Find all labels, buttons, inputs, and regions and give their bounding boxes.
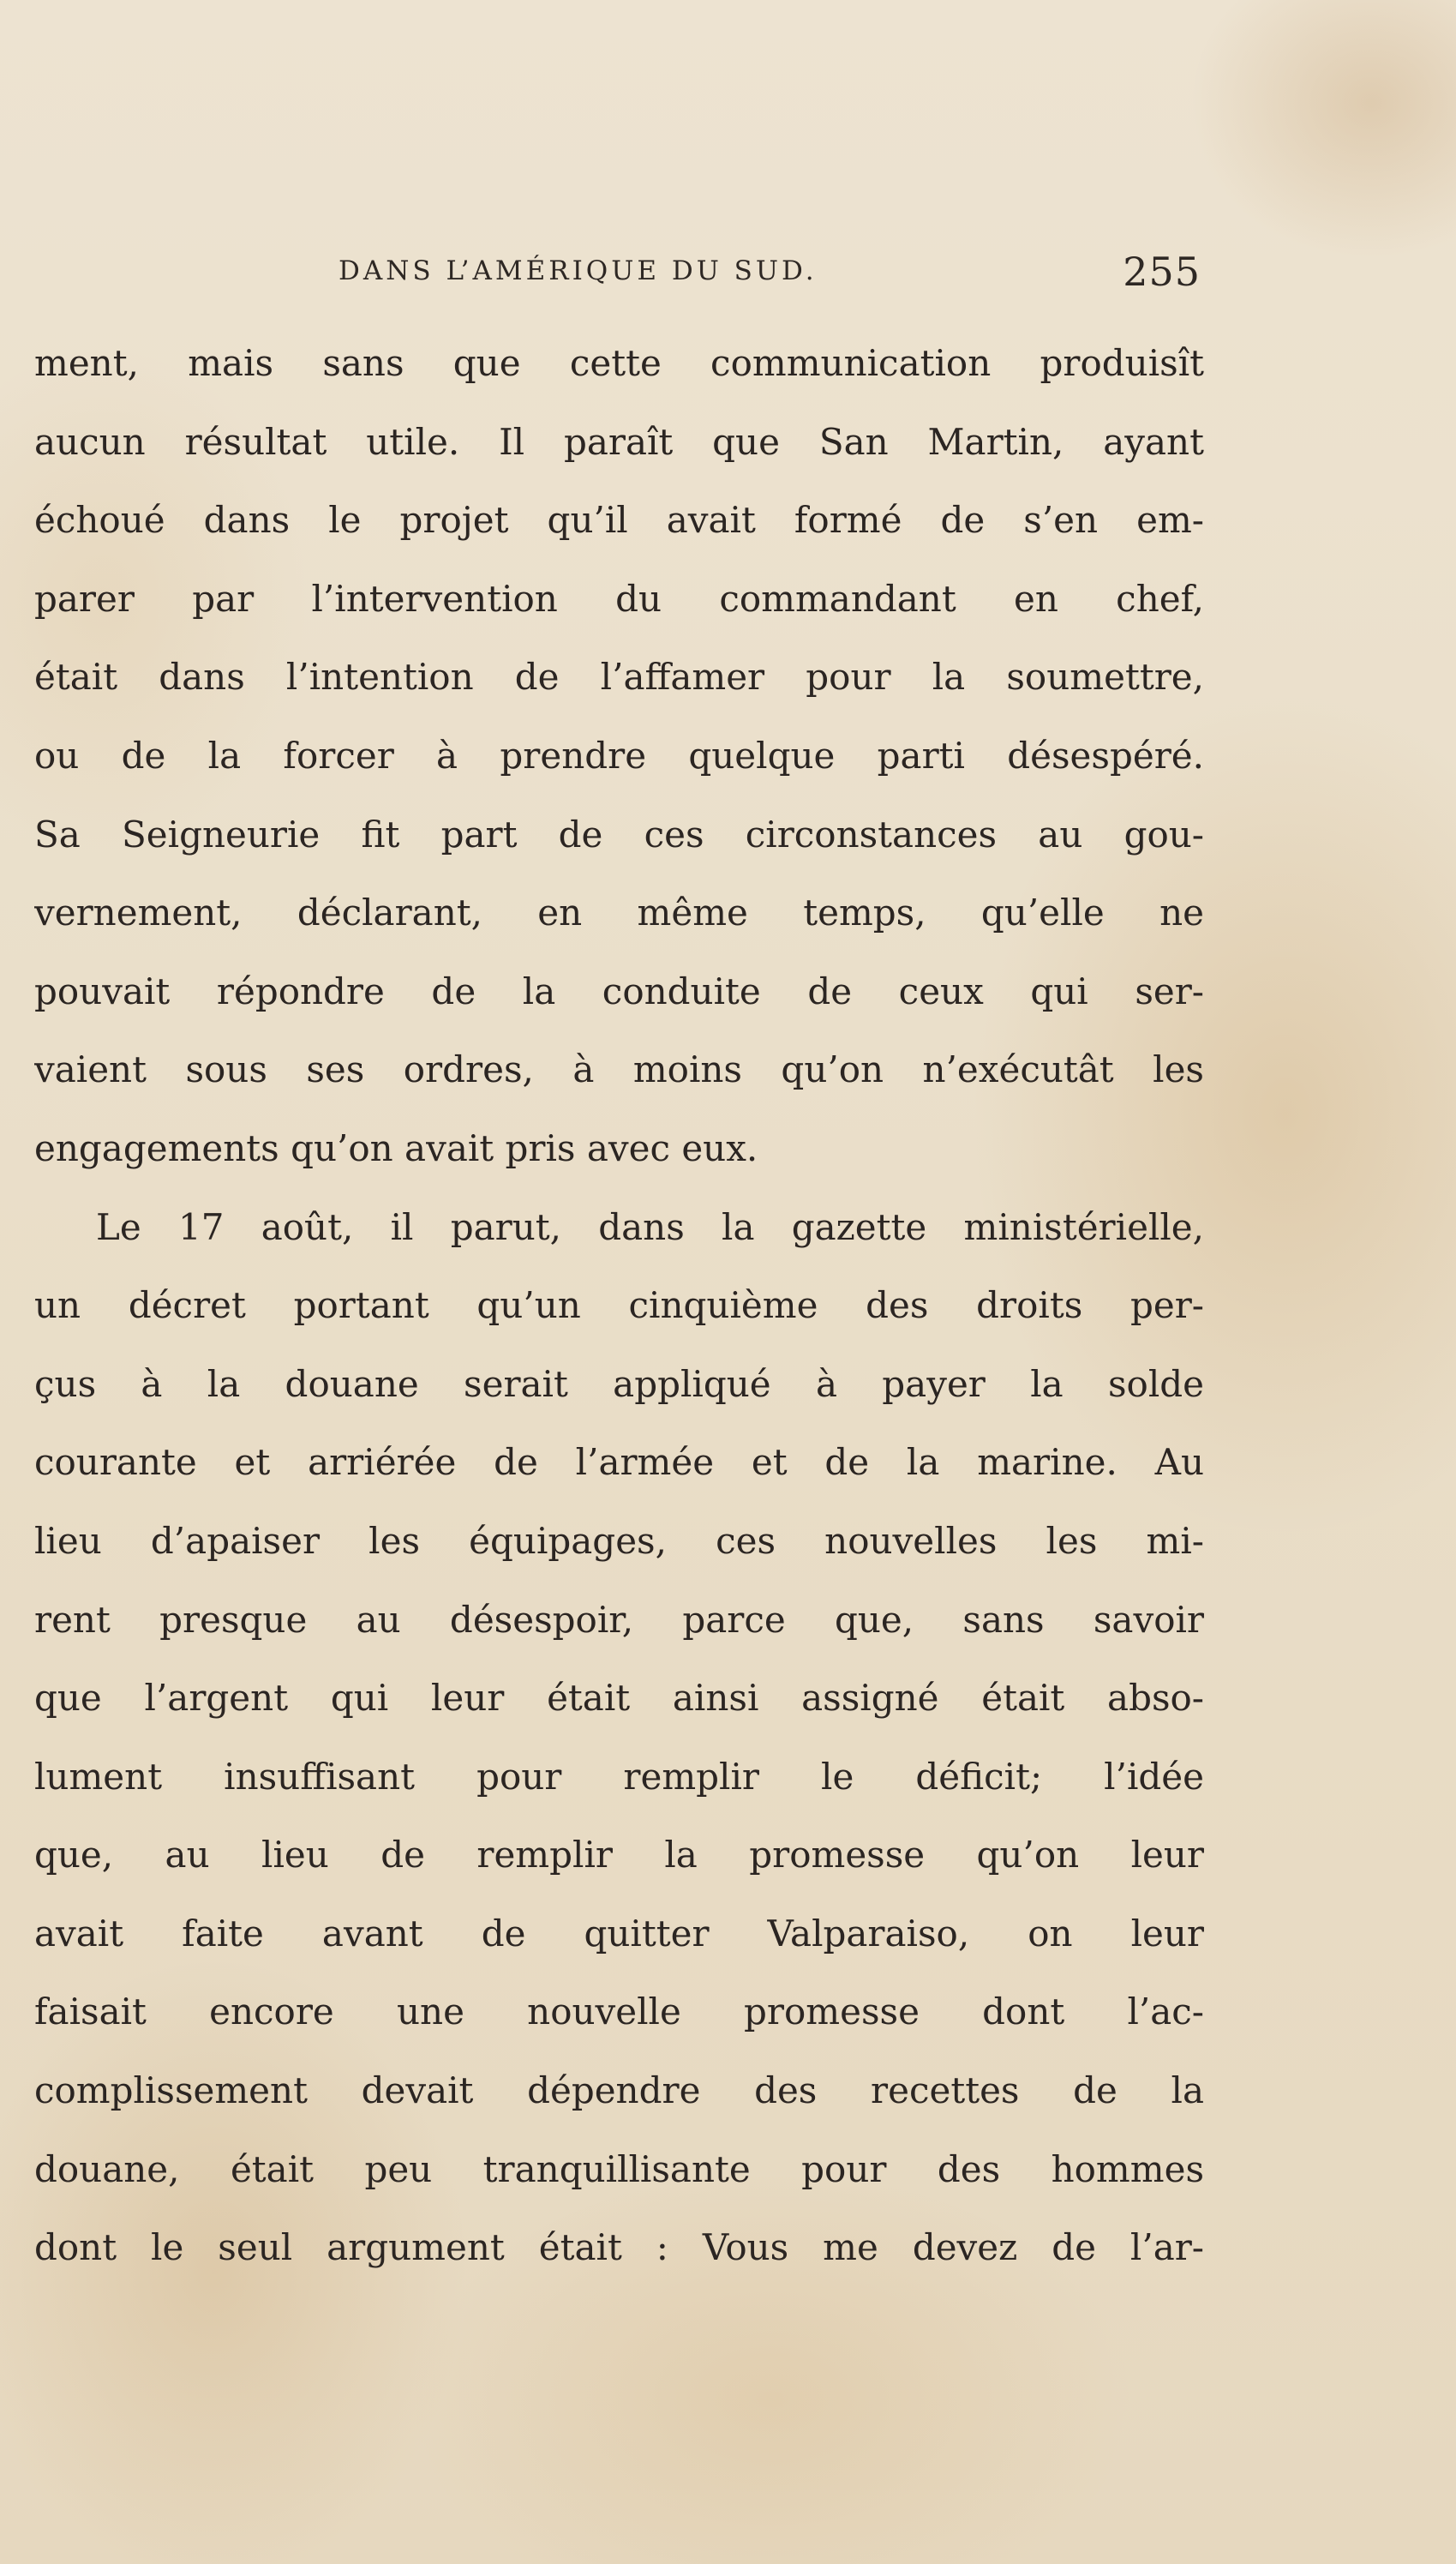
text-line: courante et arriérée de l’armée et de la marine. Au bbox=[34, 1441, 1204, 1484]
text-line: ou de la forcer à prendre quelque parti désespéré. bbox=[34, 734, 1204, 777]
paragraph-first-line: Le 17 août, il parut, dans la gazette ministérielle, bbox=[96, 1205, 1204, 1248]
text-line: rent presque au désespoir, parce que, sans savoir bbox=[34, 1598, 1204, 1641]
text-line: çus à la douane serait appliqué à payer la solde bbox=[34, 1362, 1204, 1405]
text-line: ment, mais sans que cette communication produisît bbox=[34, 342, 1204, 384]
text-line: que l’argent qui leur était ainsi assigné était abso- bbox=[34, 1677, 1204, 1720]
text-line: parer par l’intervention du commandant en chef, bbox=[34, 577, 1204, 620]
body-text bbox=[34, 324, 1204, 2287]
text-line: aucun résultat utile. Il paraît que San Martin, ayant bbox=[34, 420, 1204, 463]
text-line: échoué dans le projet qu’il avait formé de s’en em- bbox=[34, 499, 1204, 542]
text-line: lument insuffisant pour remplir le déficit; l’idée bbox=[34, 1755, 1204, 1798]
text-line: vaient sous ses ordres, à moins qu’on n’exécutât les bbox=[34, 1048, 1204, 1091]
page-number: 255 bbox=[1123, 249, 1201, 295]
text-line: Sa Seigneurie fit part de ces circonstances au gou- bbox=[34, 813, 1204, 856]
text-line: complissement devait dépendre des recettes de la bbox=[34, 2069, 1204, 2112]
text-line: vernement, déclarant, en même temps, qu’elle ne bbox=[34, 892, 1204, 934]
page-header bbox=[0, 249, 1456, 300]
text-line: pouvait répondre de la conduite de ceux qui ser- bbox=[34, 970, 1204, 1012]
paragraph-last-line: engagements qu’on avait pris avec eux. bbox=[34, 1126, 758, 1169]
text-line: douane, était peu tranquillisante pour des hommes bbox=[34, 2147, 1204, 2190]
text-line: dont le seul argument était : Vous me devez de l’ar- bbox=[34, 2226, 1204, 2269]
text-line: lieu d’apaiser les équipages, ces nouvelles les mi- bbox=[34, 1519, 1204, 1562]
text-line: avait faite avant de quitter Valparaiso, on leur bbox=[34, 1912, 1204, 1955]
text-line: un décret portant qu’un cinquième des droits per- bbox=[34, 1284, 1204, 1327]
text-line: que, au lieu de remplir la promesse qu’on leur bbox=[34, 1834, 1204, 1876]
text-line: faisait encore une nouvelle promesse dont l’ac- bbox=[34, 1991, 1204, 2033]
text-line: était dans l’intention de l’affamer pour la soumettre, bbox=[34, 656, 1204, 699]
running-head: DANS L’AMÉRIQUE DU SUD. bbox=[339, 255, 818, 286]
